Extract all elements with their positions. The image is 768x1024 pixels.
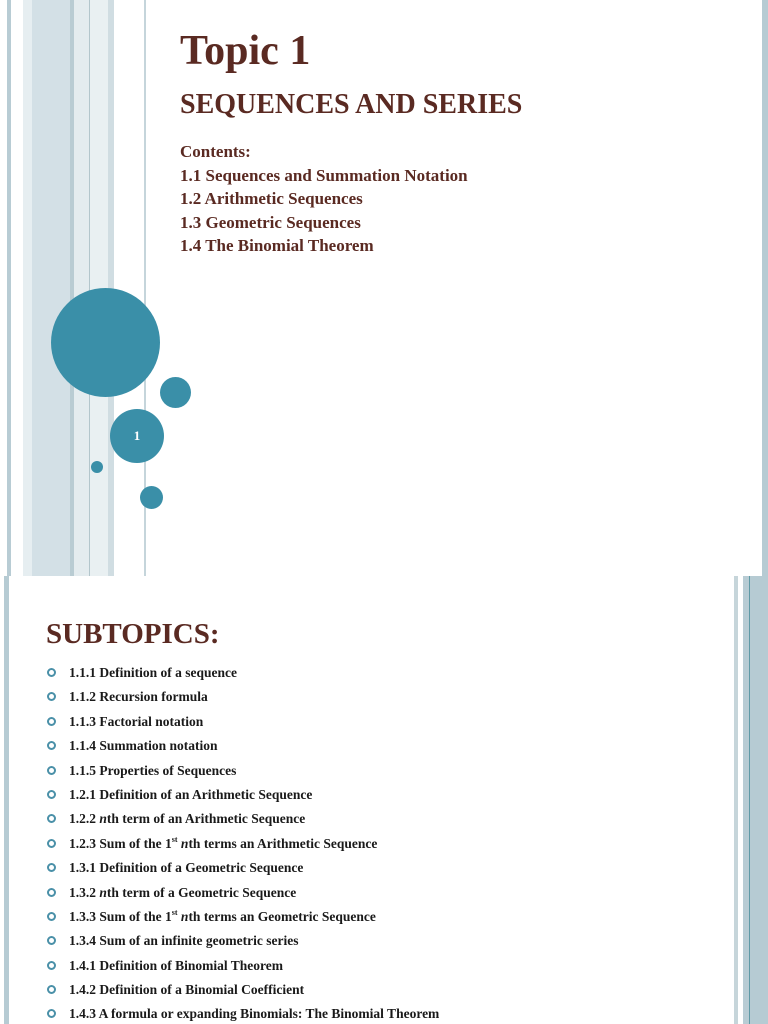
decorative-stripe-left bbox=[4, 576, 9, 1024]
subtopic-item: 1.1.3 Factorial notation bbox=[46, 713, 439, 737]
circle-bullet-icon bbox=[47, 814, 56, 823]
slide-number: 1 bbox=[133, 428, 141, 443]
circle-bullet-icon bbox=[47, 936, 56, 945]
circle-bullet-icon bbox=[47, 888, 56, 897]
slide-2 bbox=[0, 576, 768, 1024]
circle-bullet-icon bbox=[47, 766, 56, 775]
decorative-stripe-right bbox=[762, 0, 768, 576]
subtopic-item: 1.3.2 nth term of a Geometric Sequence bbox=[46, 884, 439, 908]
circle-bullet-icon bbox=[47, 741, 56, 750]
subtopic-item: 1.2.2 nth term of an Arithmetic Sequence bbox=[46, 810, 439, 834]
subtopics-title: SUBTOPICS: bbox=[46, 618, 220, 650]
decorative-circle-tiny bbox=[91, 461, 103, 473]
slide-subtitle: SEQUENCES AND SERIES bbox=[180, 89, 523, 120]
subtopics-list bbox=[46, 664, 439, 1024]
contents-item: 1.3 Geometric Sequences bbox=[180, 212, 361, 232]
decorative-circle-medium bbox=[160, 377, 191, 408]
circle-bullet-icon bbox=[47, 1009, 56, 1018]
decorative-circle-large bbox=[51, 288, 160, 397]
subtopic-item: 1.3.3 Sum of the 1st nth terms an Geometric Sequence bbox=[46, 908, 439, 932]
decorative-circle-small bbox=[140, 486, 163, 509]
decorative-stripe bbox=[11, 0, 23, 576]
subtopic-item: 1.1.2 Recursion formula bbox=[46, 688, 439, 712]
circle-bullet-icon bbox=[47, 839, 56, 848]
subtopic-item: 1.2.1 Definition of an Arithmetic Sequence bbox=[46, 786, 439, 810]
circle-bullet-icon bbox=[47, 985, 56, 994]
decorative-stripe bbox=[23, 0, 32, 576]
decorative-stripe bbox=[32, 0, 70, 576]
decorative-stripe bbox=[74, 0, 89, 576]
subtopic-item: 1.2.3 Sum of the 1st nth terms an Arithmetic Sequence bbox=[46, 835, 439, 859]
slide-title: Topic 1 bbox=[180, 28, 311, 74]
circle-bullet-icon bbox=[47, 912, 56, 921]
circle-bullet-icon bbox=[47, 863, 56, 872]
circle-bullet-icon bbox=[47, 790, 56, 799]
subtopic-item: 1.4.3 A formula or expanding Binomials: The Binomial Theorem bbox=[46, 1005, 439, 1024]
contents-item: 1.2 Arithmetic Sequences bbox=[180, 189, 363, 208]
contents-label: Contents: bbox=[180, 142, 251, 161]
subtopic-item: 1.3.1 Definition of a Geometric Sequence bbox=[46, 859, 439, 883]
circle-bullet-icon bbox=[47, 961, 56, 970]
circle-bullet-icon bbox=[47, 717, 56, 726]
decorative-stripe bbox=[750, 576, 768, 1024]
slide-number-badge bbox=[110, 409, 164, 463]
subtopic-item: 1.4.1 Definition of Binomial Theorem bbox=[46, 957, 439, 981]
contents-list bbox=[180, 140, 468, 258]
contents-item: 1.1 Sequences and Summation Notation bbox=[180, 165, 468, 185]
circle-bullet-icon bbox=[47, 668, 56, 677]
circle-bullet-icon bbox=[47, 692, 56, 701]
subtopic-item: 1.4.2 Definition of a Binomial Coefficient bbox=[46, 981, 439, 1005]
contents-item: 1.4 The Binomial Theorem bbox=[180, 236, 374, 255]
subtopic-item: 1.1.4 Summation notation bbox=[46, 737, 439, 761]
subtopic-item: 1.3.4 Sum of an infinite geometric series bbox=[46, 932, 439, 956]
subtopic-item: 1.1.1 Definition of a sequence bbox=[46, 664, 439, 688]
subtopic-item: 1.1.5 Properties of Sequences bbox=[46, 762, 439, 786]
